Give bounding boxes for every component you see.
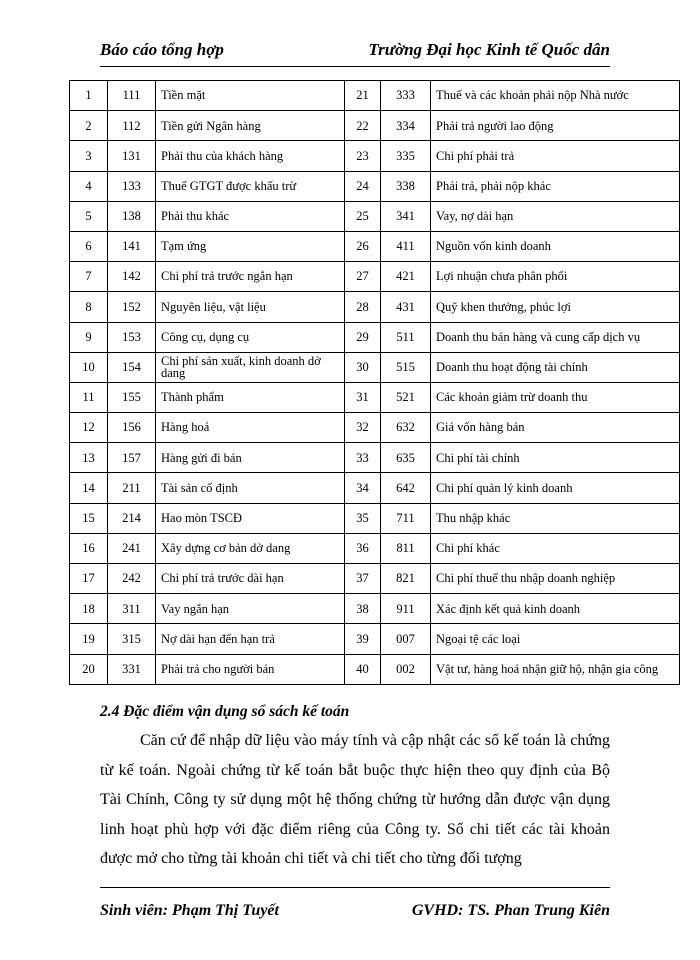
account-code-right: 811: [381, 533, 431, 563]
row-number-right: 21: [345, 81, 381, 111]
footer-student: Sinh viên: Phạm Thị Tuyết: [100, 902, 279, 919]
account-code-left: 111: [108, 81, 156, 111]
account-code-left: 242: [108, 564, 156, 594]
account-name-right: Chi phí tài chính: [431, 443, 680, 473]
account-name-left: Chi phí trả trước ngắn hạn: [156, 262, 345, 292]
table-row: [70, 111, 680, 141]
table-row: [70, 322, 680, 352]
row-number-right: 34: [345, 473, 381, 503]
row-number-right: 32: [345, 413, 381, 443]
account-code-left: 155: [108, 382, 156, 412]
account-name-right: Giá vốn hàng bán: [431, 413, 680, 443]
account-code-left: 154: [108, 352, 156, 382]
account-code-left: 141: [108, 231, 156, 261]
account-code-right: 002: [381, 654, 431, 684]
account-code-left: 211: [108, 473, 156, 503]
row-number-left: 9: [70, 322, 108, 352]
table-row: [70, 382, 680, 412]
account-name-right: Xác định kết quả kinh doanh: [431, 594, 680, 624]
row-number-right: 30: [345, 352, 381, 382]
row-number-left: 3: [70, 141, 108, 171]
row-number-left: 15: [70, 503, 108, 533]
account-name-left: Xây dựng cơ bản dở dang: [156, 533, 345, 563]
table-row: [70, 262, 680, 292]
table-row: [70, 624, 680, 654]
account-name-left: Tài sản cố định: [156, 473, 345, 503]
page-header: [100, 36, 610, 64]
table-row: [70, 171, 680, 201]
row-number-left: 8: [70, 292, 108, 322]
account-name-right: Thuế và các khoản phải nộp Nhà nước: [431, 81, 680, 111]
account-name-right: Vay, nợ dài hạn: [431, 201, 680, 231]
account-code-right: 515: [381, 352, 431, 382]
row-number-left: 11: [70, 382, 108, 412]
row-number-left: 5: [70, 201, 108, 231]
row-number-right: 27: [345, 262, 381, 292]
account-code-left: 241: [108, 533, 156, 563]
account-name-right: Phải trả, phải nộp khác: [431, 171, 680, 201]
row-number-left: 13: [70, 443, 108, 473]
row-number-right: 31: [345, 382, 381, 412]
account-code-right: 911: [381, 594, 431, 624]
row-number-left: 6: [70, 231, 108, 261]
account-code-right: 511: [381, 322, 431, 352]
account-name-right: Chi phí khác: [431, 533, 680, 563]
account-code-right: 632: [381, 413, 431, 443]
row-number-left: 2: [70, 111, 108, 141]
paragraph-text: Căn cứ để nhập dữ liệu vào máy tính và cập nhật các sổ kế toán là chứng từ kế toán. Ngoài chứng từ kế toán bắt buộc thực hiện theo quy định của Bộ Tài Chính, Công ty sử dụng một hệ thống chứng từ hướng dẫn được vận dụng linh hoạt phù hợp với đặc điểm riêng của Công ty. Sổ chi tiết các tài khoản được mở cho từng tài khoản chi tiết và chi tiết cho từng đối tượng: [100, 732, 610, 867]
account-name-left: Nguyên liệu, vật liệu: [156, 292, 345, 322]
row-number-right: 23: [345, 141, 381, 171]
account-code-right: 821: [381, 564, 431, 594]
account-name-left: Tạm ứng: [156, 231, 345, 261]
footer-rule: [100, 887, 610, 888]
row-number-right: 22: [345, 111, 381, 141]
account-code-right: 635: [381, 443, 431, 473]
table-row: [70, 141, 680, 171]
table-row: [70, 231, 680, 261]
account-name-right: Thu nhập khác: [431, 503, 680, 533]
row-number-right: 29: [345, 322, 381, 352]
header-university: Trường Đại học Kinh tế Quốc dân: [368, 40, 610, 59]
row-number-left: 16: [70, 533, 108, 563]
row-number-right: 35: [345, 503, 381, 533]
account-code-left: 311: [108, 594, 156, 624]
account-name-left: Công cụ, dụng cụ: [156, 322, 345, 352]
account-code-right: 333: [381, 81, 431, 111]
account-name-left: Phải thu khác: [156, 201, 345, 231]
accounts-table-body: [70, 81, 680, 685]
account-code-left: 315: [108, 624, 156, 654]
row-number-right: 26: [345, 231, 381, 261]
row-number-left: 12: [70, 413, 108, 443]
table-row: [70, 564, 680, 594]
account-name-right: Doanh thu hoạt động tài chính: [431, 352, 680, 382]
account-code-right: 007: [381, 624, 431, 654]
account-name-right: Chi phí quản lý kinh doanh: [431, 473, 680, 503]
header-rule: [100, 66, 610, 67]
account-code-right: 335: [381, 141, 431, 171]
section-paragraph: [100, 726, 610, 874]
row-number-left: 17: [70, 564, 108, 594]
table-row: [70, 292, 680, 322]
account-code-left: 152: [108, 292, 156, 322]
account-code-left: 142: [108, 262, 156, 292]
account-name-left: Phải trả cho người bán: [156, 654, 345, 684]
row-number-right: 28: [345, 292, 381, 322]
account-name-right: Ngoại tệ các loại: [431, 624, 680, 654]
row-number-left: 19: [70, 624, 108, 654]
row-number-right: 24: [345, 171, 381, 201]
account-name-right: Các khoản giảm trừ doanh thu: [431, 382, 680, 412]
account-name-left: Nợ dài hạn đến hạn trả: [156, 624, 345, 654]
row-number-right: 39: [345, 624, 381, 654]
row-number-left: 10: [70, 352, 108, 382]
account-name-left: Vay ngắn hạn: [156, 594, 345, 624]
account-code-left: 157: [108, 443, 156, 473]
table-row: [70, 413, 680, 443]
account-name-left: Chi phí sản xuất, kinh doanh dở dang: [156, 352, 345, 382]
table-row: [70, 352, 680, 382]
account-code-left: 131: [108, 141, 156, 171]
row-number-right: 25: [345, 201, 381, 231]
row-number-left: 1: [70, 81, 108, 111]
account-name-right: Nguồn vốn kinh doanh: [431, 231, 680, 261]
page-footer: [100, 898, 610, 924]
account-code-left: 331: [108, 654, 156, 684]
table-row: [70, 533, 680, 563]
account-name-left: Thuế GTGT được khấu trừ: [156, 171, 345, 201]
account-name-left: Thành phẩm: [156, 382, 345, 412]
row-number-right: 33: [345, 443, 381, 473]
account-code-right: 411: [381, 231, 431, 261]
account-code-left: 156: [108, 413, 156, 443]
account-code-right: 431: [381, 292, 431, 322]
table-row: [70, 201, 680, 231]
table-row: [70, 473, 680, 503]
account-name-right: Chi phí phải trả: [431, 141, 680, 171]
table-row: [70, 81, 680, 111]
account-code-left: 112: [108, 111, 156, 141]
chart-of-accounts-table: [69, 80, 680, 685]
row-number-left: 20: [70, 654, 108, 684]
table-row: [70, 594, 680, 624]
account-name-left: Hao mòn TSCĐ: [156, 503, 345, 533]
row-number-left: 7: [70, 262, 108, 292]
account-name-left: Hàng gửi đi bán: [156, 443, 345, 473]
account-code-right: 421: [381, 262, 431, 292]
table-row: [70, 503, 680, 533]
account-code-right: 341: [381, 201, 431, 231]
account-code-right: 711: [381, 503, 431, 533]
row-number-right: 37: [345, 564, 381, 594]
account-code-right: 642: [381, 473, 431, 503]
account-code-left: 133: [108, 171, 156, 201]
footer-supervisor: GVHD: TS. Phan Trung Kiên: [411, 902, 610, 919]
row-number-right: 38: [345, 594, 381, 624]
row-number-left: 4: [70, 171, 108, 201]
table-row: [70, 654, 680, 684]
account-code-left: 153: [108, 322, 156, 352]
account-code-right: 334: [381, 111, 431, 141]
account-name-left: Tiền gửi Ngân hàng: [156, 111, 345, 141]
account-name-left: Phải thu của khách hàng: [156, 141, 345, 171]
account-name-left: Chi phí trả trước dài hạn: [156, 564, 345, 594]
account-name-left: Tiền mặt: [156, 81, 345, 111]
account-name-left: Hàng hoá: [156, 413, 345, 443]
account-name-right: Chi phí thuế thu nhập doanh nghiệp: [431, 564, 680, 594]
account-name-right: Phải trả người lao động: [431, 111, 680, 141]
account-name-right: Lợi nhuận chưa phân phối: [431, 262, 680, 292]
account-code-left: 138: [108, 201, 156, 231]
account-name-right: Doanh thu bán hàng và cung cấp dịch vụ: [431, 322, 680, 352]
account-code-right: 338: [381, 171, 431, 201]
row-number-left: 18: [70, 594, 108, 624]
account-name-right: Quỹ khen thưởng, phúc lợi: [431, 292, 680, 322]
account-code-left: 214: [108, 503, 156, 533]
section-heading: 2.4 Đặc điểm vận dụng sổ sách kế toán: [100, 703, 350, 720]
header-report-title: Báo cáo tổng hợp: [100, 40, 224, 59]
row-number-right: 36: [345, 533, 381, 563]
account-code-right: 521: [381, 382, 431, 412]
account-name-right: Vật tư, hàng hoá nhận giữ hộ, nhận gia công: [431, 654, 680, 684]
row-number-left: 14: [70, 473, 108, 503]
row-number-right: 40: [345, 654, 381, 684]
table-row: [70, 443, 680, 473]
